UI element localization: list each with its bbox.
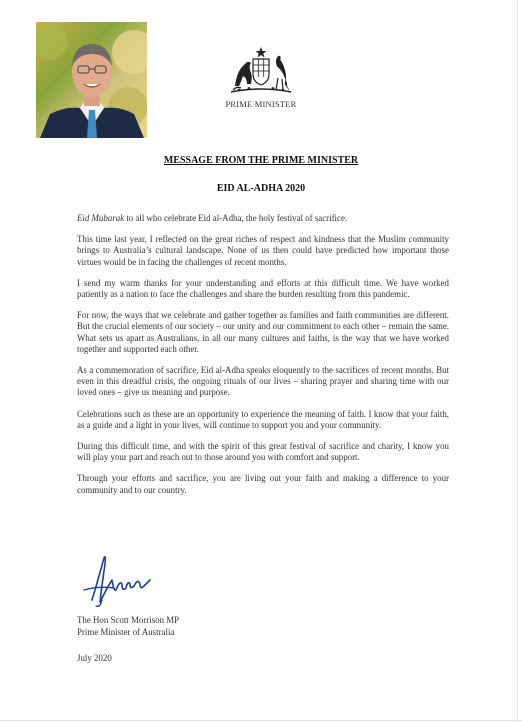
- letter-subtitle: EID AL-ADHA 2020: [216, 183, 306, 194]
- body-paragraph: Celebrations such as these are an opportunity to experience the meaning of faith. I know that your faith, as a guide and a light in your lives, will continue to support you and your community.: [77, 408, 449, 430]
- greeting-emphasis: Eid Mubarak: [77, 213, 125, 223]
- body-paragraph: This time last year, I reflected on the great riches of respect and kindness that the Muslim community brings to Australia’s cultural landscape. None of us then could have predicted how important those virtues would be in facing the challenges of recent months.: [77, 234, 449, 267]
- signoff-name: The Hon Scott Morrison MP: [77, 615, 180, 625]
- greeting-paragraph: [77, 213, 449, 224]
- portrait-photo: [36, 22, 147, 138]
- body-paragraph: As a commemoration of sacrifice, Eid al-Adha speaks eloquently to the sacrifices of recent months. But even in this dreadful crisis, the ongoing rituals of our lives – sharing prayer and sharing time with our loved ones – give us meaning and purpose.: [77, 365, 449, 398]
- office-label: PRIME MINISTER: [225, 99, 297, 109]
- signoff-role: Prime Minister of Australia: [77, 627, 175, 637]
- letter-title: MESSAGE FROM THE PRIME MINISTER: [163, 155, 359, 166]
- signature: [78, 550, 156, 614]
- page-edge-bottom: [0, 720, 522, 721]
- signoff-block: [77, 614, 179, 638]
- body-paragraph: I send my warm thanks for your understanding and efforts at this difficult time. We have worked patiently as a nation to face the challenges and share the burden resulting from this pandemic.: [77, 277, 449, 300]
- letter-body: [77, 213, 449, 506]
- coat-of-arms-icon: [229, 46, 293, 94]
- body-paragraph: During this difficult time, and with the spirit of this great festival of sacrifice and charity, I know you will play your part and reach out to those around you with comfort and support.: [77, 441, 449, 463]
- greeting-text: to all who celebrate Eid al-Adha, the holy festival of sacrifice.: [124, 213, 348, 223]
- letter-date: July 2020: [77, 653, 112, 663]
- body-paragraph: Through your efforts and sacrifice, you are living out your faith and making a difference to your community and to our country.: [77, 473, 449, 495]
- body-paragraph: For now, the ways that we celebrate and gather together as families and faith communities are different. But the crucial elements of our society – our unity and our commitment to each other – remain the same. What sets us apart as Australians, in all our many cultures and faiths, is the way that we have worked together and supported each other.: [77, 310, 449, 354]
